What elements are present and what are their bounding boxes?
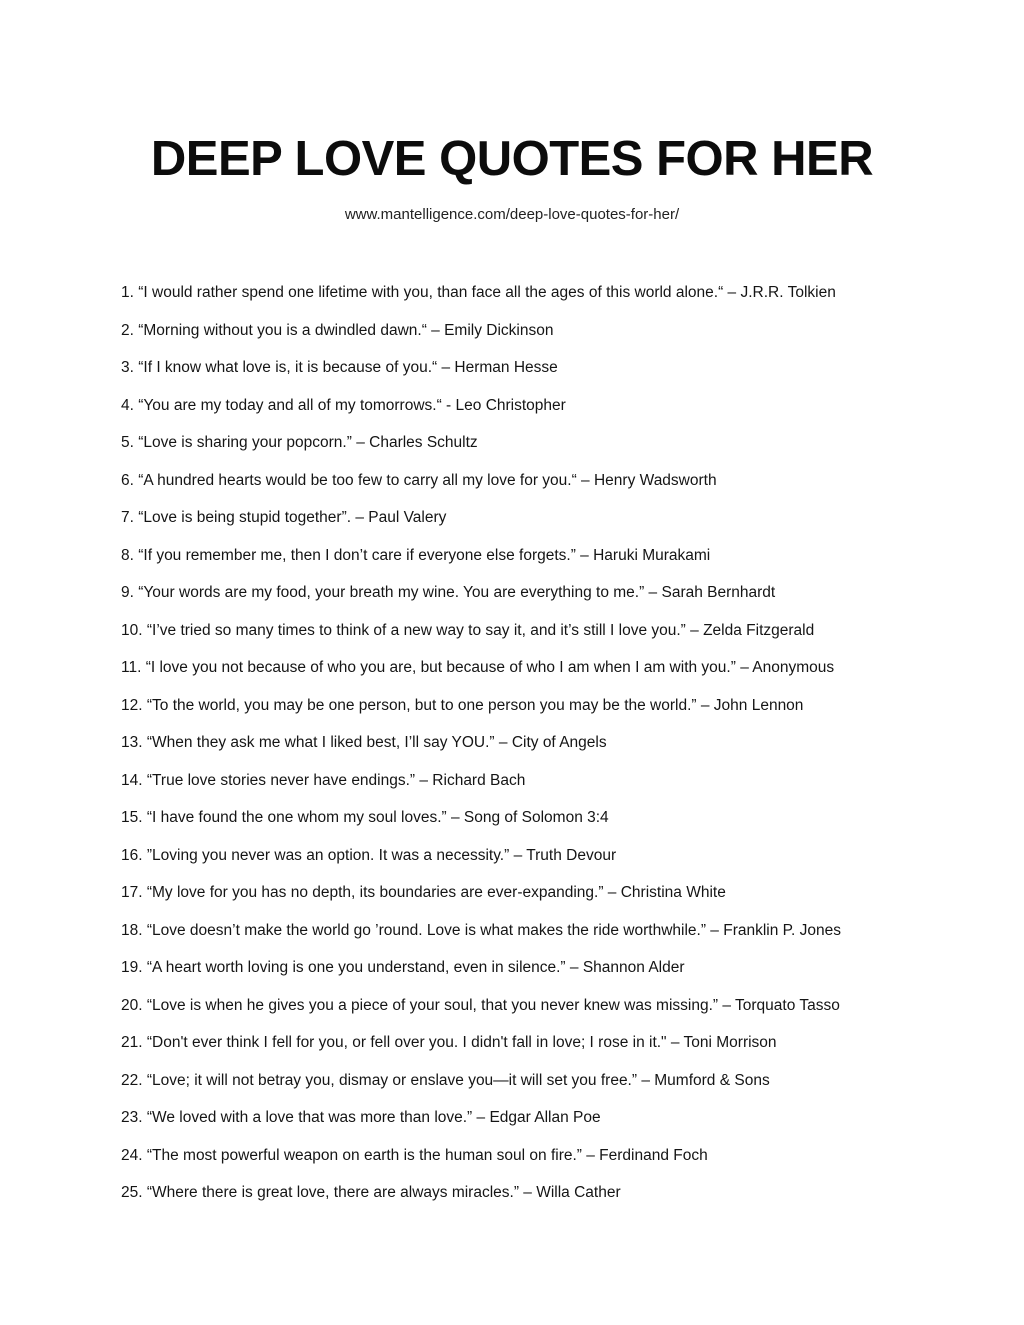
quote-item: 2. “Morning without you is a dwindled dawn.“ – Emily Dickinson <box>121 321 554 339</box>
quote-item: 18. “Love doesn’t make the world go ’round. Love is what makes the ride worthwhile.” – Franklin P. Jones <box>121 921 841 939</box>
quote-list <box>121 280 921 1218</box>
quote-item: 17. “My love for you has no depth, its boundaries are ever-expanding.” – Christina White <box>121 884 726 901</box>
quote-item: 21. “Don't ever think I fell for you, or fell over you. I didn't fall in love; I rose in it." – Toni Morrison <box>121 1034 777 1051</box>
quote-item: 13. “When they ask me what I liked best, I’ll say YOU.” – City of Angels <box>121 734 607 751</box>
quote-item: 8. “If you remember me, then I don’t care if everyone else forgets.” – Haruki Murakami <box>121 546 711 564</box>
quote-item: 22. “Love; it will not betray you, dismay or enslave you—it will set you free.” – Mumford & Sons <box>121 1071 770 1089</box>
quote-item: 19. “A heart worth loving is one you understand, even in silence.” – Shannon Alder <box>121 959 685 976</box>
page-title: DEEP LOVE QUOTES FOR HER <box>150 132 874 186</box>
quote-item: 9. “Your words are my food, your breath my wine. You are everything to me.” – Sarah Bernhardt <box>121 584 776 601</box>
quote-item: 3. “If I know what love is, it is because of you.“ – Herman Hesse <box>121 359 558 376</box>
quote-item: 16. ”Loving you never was an option. It was a necessity.” – Truth Devour <box>121 846 617 864</box>
quote-item: 24. “The most powerful weapon on earth is the human soul on fire.” – Ferdinand Foch <box>121 1146 708 1164</box>
quote-item: 14. “True love stories never have endings.” – Richard Bach <box>121 771 526 789</box>
quote-item: 12. “To the world, you may be one person, but to one person you may be the world.” – John Lennon <box>121 696 804 714</box>
quote-item: 6. “A hundred hearts would be too few to carry all my love for you.“ – Henry Wadsworth <box>121 471 717 489</box>
quote-item: 23. “We loved with a love that was more than love.” – Edgar Allan Poe <box>121 1109 601 1126</box>
quote-item: 1. “I would rather spend one lifetime with you, than face all the ages of this world alone.“ – J.R.R. Tolkien <box>121 284 836 301</box>
quote-item: 7. “Love is being stupid together”. – Paul Valery <box>121 509 447 526</box>
quote-item: 11. “I love you not because of who you are, but because of who I am when I am with you.” – Anonymous <box>121 659 835 676</box>
quote-item: 5. “Love is sharing your popcorn.” – Charles Schultz <box>121 434 478 451</box>
quote-item: 25. “Where there is great love, there are always miracles.” – Willa Cather <box>121 1184 621 1201</box>
quote-item: 10. “I’ve tried so many times to think of a new way to say it, and it’s still I love you.” – Zelda Fitzgerald <box>121 621 815 639</box>
source-url: www.mantelligence.com/deep-love-quotes-for-her/ <box>344 206 680 223</box>
quote-item: 15. “I have found the one whom my soul loves.” – Song of Solomon 3:4 <box>121 809 609 826</box>
quote-item: 20. “Love is when he gives you a piece of your soul, that you never knew was missing.” – Torquato Tasso <box>121 996 840 1014</box>
quote-item: 4. “You are my today and all of my tomorrows.“ - Leo Christopher <box>121 396 566 414</box>
